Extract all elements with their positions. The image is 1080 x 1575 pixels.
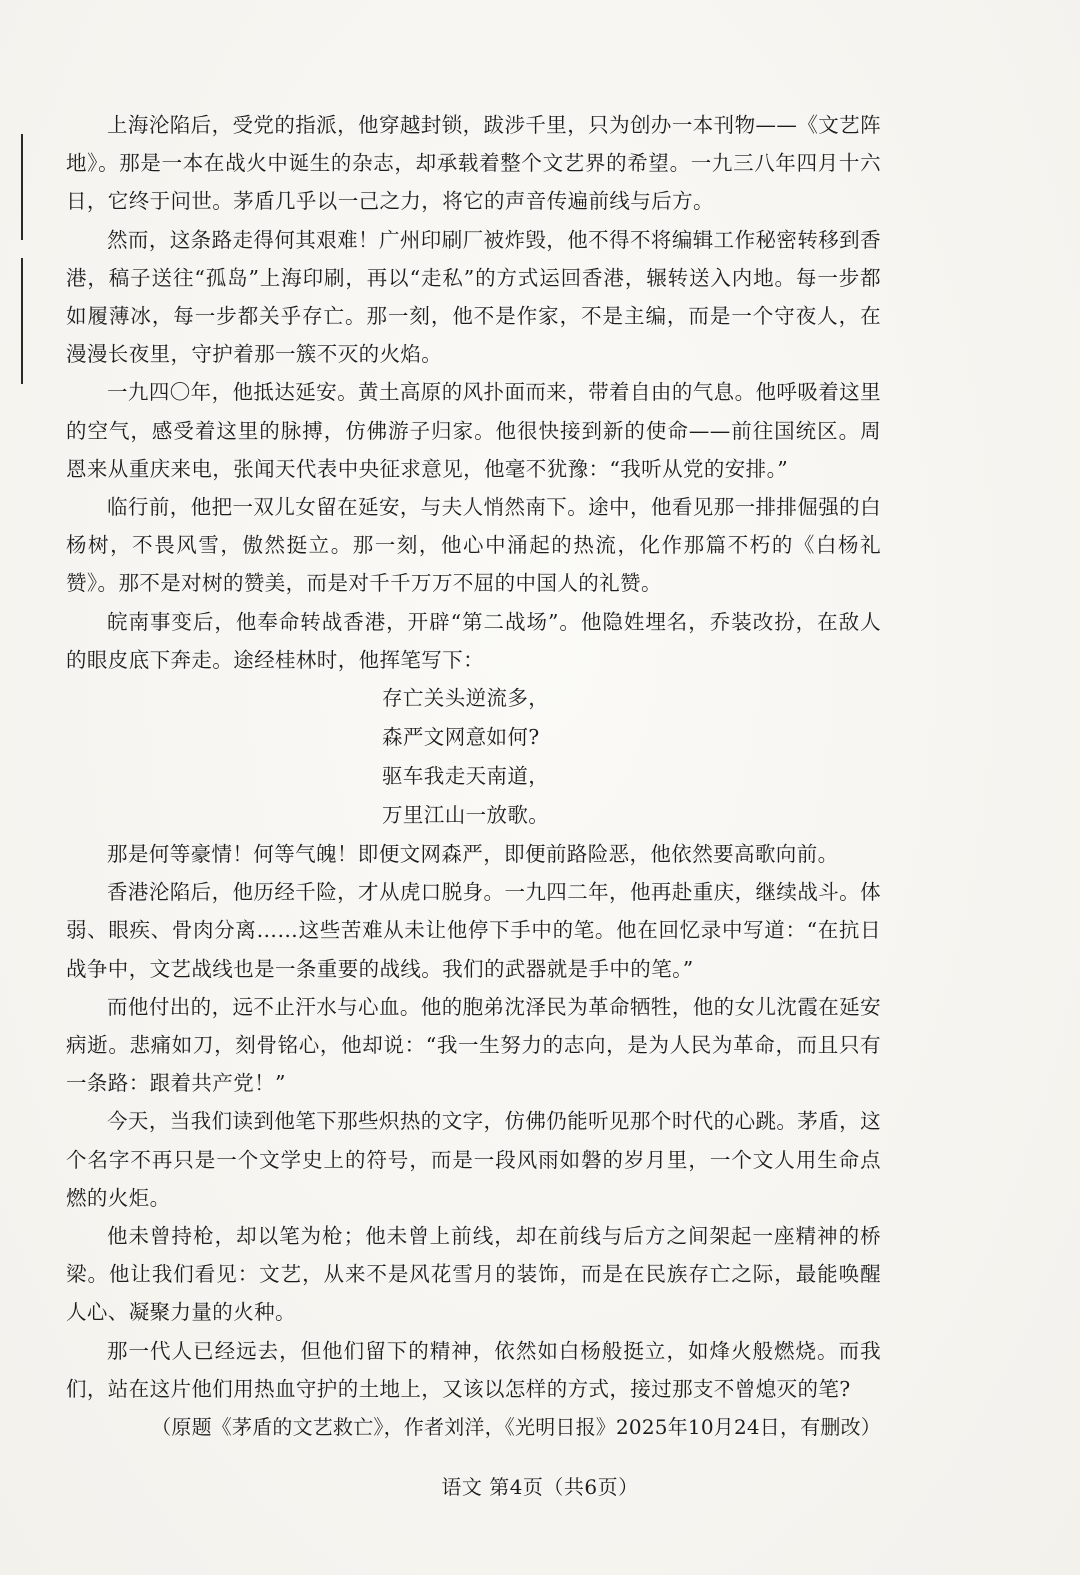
poem-line: 驱车我走天南道， bbox=[382, 764, 550, 789]
paragraph: 那一代人已经远去，但他们留下的精神，依然如白杨般挺立，如烽火般燃烧。而我们，站在这片他们用热血守护的土地上，又该以怎样的方式，接过那支不曾熄灭的笔? bbox=[66, 1338, 881, 1401]
poem-line: 存亡关头逆流多， bbox=[382, 686, 550, 711]
paragraph: 皖南事变后，他奉命转战香港，开辟“第二战场”。他隐姓埋名，乔装改扮，在敌人的眼皮底下奔走。途经桂林时，他挥笔写下： bbox=[66, 609, 881, 672]
page-footer: 语文 第4页（共6页） bbox=[441, 1475, 639, 1499]
poem-line: 森严文网意如何? bbox=[382, 725, 540, 750]
poem-line: 万里江山一放歌。 bbox=[382, 803, 550, 828]
paragraph: 而他付出的，远不止汗水与心血。他的胞弟沈泽民为革命牺牲，他的女儿沈霞在延安病逝。悲痛如刀，刻骨铭心，他却说：“我一生努力的志向，是为人民为革命，而且只有一条路：跟着共产党！” bbox=[66, 994, 881, 1096]
paragraph: 他未曾持枪，却以笔为枪；他未曾上前线，却在前线与后方之间架起一座精神的桥梁。他让我们看见：文艺，从来不是风花雪月的装饰，而是在民族存亡之际，最能唤醒人心、凝聚力量的火种。 bbox=[66, 1224, 881, 1325]
paragraph: 香港沦陷后，他历经千险，才从虎口脱身。一九四二年，他再赴重庆，继续战斗。体弱、眼疾、骨肉分离……这些苦难从未让他停下手中的笔。他在回忆录中写道：“在抗日战争中，文艺战线也是一条重要的战线。我们的武器就是手中的笔。” bbox=[66, 880, 881, 981]
paragraph: 临行前，他把一双儿女留在延安，与夫人悄然南下。途中，他看见那一排排倔强的白杨树，不畏风雪，傲然挺立。那一刻，他心中涌起的热流，化作那篇不朽的《白杨礼赞》。那不是对树的赞美，而是对千千万万不屈的中国人的礼赞。 bbox=[66, 495, 881, 596]
source-citation: （原题《茅盾的文艺救亡》，作者刘洋，《光明日报》2025年10月24日，有删改） bbox=[151, 1415, 881, 1440]
article-body bbox=[66, 106, 881, 1446]
poem bbox=[66, 679, 881, 835]
paragraph: 一九四〇年，他抵达延安。黄土高原的风扑面而来，带着自由的气息。他呼吸着这里的空气，感受着这里的脉搏，仿佛游子归家。他很快接到新的使命——前往国统区。周恩来从重庆来电，张闻天代表中央征求意见，他毫不犹豫：“我听从党的安排。” bbox=[66, 380, 881, 481]
margin-mark bbox=[21, 258, 23, 384]
paragraph: 上海沦陷后，受党的指派，他穿越封锁，跋涉千里，只为创办一本刊物——《文艺阵地》。那是一本在战火中诞生的杂志，却承载着整个文艺界的希望。一九三八年四月十六日，它终于问世。茅盾几乎以一己之力，将它的声音传遍前线与后方。 bbox=[66, 113, 881, 214]
paragraph: 然而，这条路走得何其艰难！广州印刷厂被炸毁，他不得不将编辑工作秘密转移到香港，稿子送往“孤岛”上海印刷，再以“走私”的方式运回香港，辗转送入内地。每一步都如履薄冰，每一步都关乎存亡。那一刻，他不是作家，不是主编，而是一个守夜人，在漫漫长夜里，守护着那一簇不灭的火焰。 bbox=[66, 227, 881, 367]
paragraph: 那是何等豪情！何等气魄！即便文网森严，即便前路险恶，他依然要高歌向前。 bbox=[107, 842, 839, 867]
paragraph: 今天，当我们读到他笔下那些炽热的文字，仿佛仍能听见那个时代的心跳。茅盾，这个名字不再只是一个文学史上的符号，而是一段风雨如磐的岁月里，一个文人用生命点燃的火炬。 bbox=[66, 1109, 881, 1210]
margin-mark bbox=[21, 134, 23, 240]
